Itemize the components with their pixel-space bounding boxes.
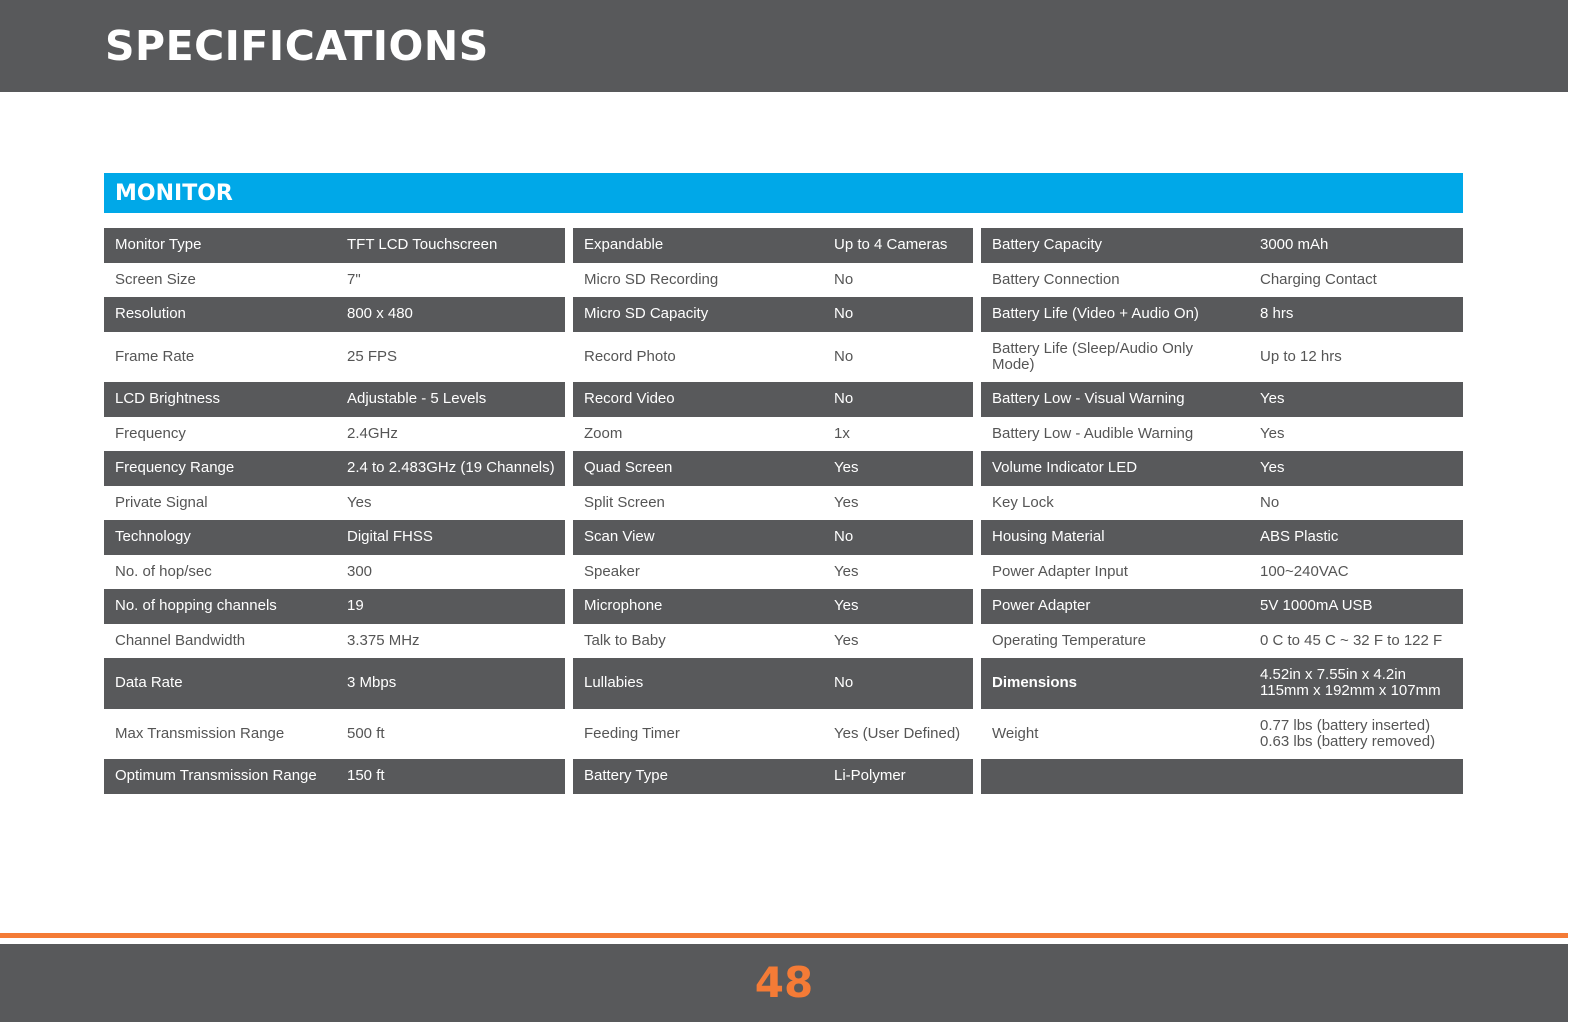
spec-value: Yes [834, 597, 859, 615]
spec-value: Yes (User Defined) [834, 724, 961, 742]
spec-label: Record Photo [584, 347, 676, 365]
spec-value: No [834, 305, 854, 323]
spec-row [981, 451, 1463, 486]
spec-label: Frequency [115, 424, 186, 442]
spec-label: Key Lock [992, 493, 1054, 511]
spec-value: Digital FHSS [347, 528, 433, 546]
spec-label: Housing Material [992, 528, 1105, 546]
spec-value: 7" [347, 270, 361, 288]
spec-row [981, 486, 1463, 521]
spec-label: Microphone [584, 597, 663, 615]
spec-value: Up to 4 Cameras [834, 236, 948, 254]
spec-value: 25 FPS [347, 347, 398, 365]
spec-label: Expandable [584, 236, 664, 254]
spec-value: 2.4 to 2.483GHz (19 Channels) [347, 459, 555, 477]
spec-label: Battery Low - Audible Warning [992, 424, 1194, 442]
spec-row [573, 709, 973, 760]
spec-value: 3 Mbps [347, 674, 397, 692]
spec-row [573, 332, 973, 383]
spec-row [981, 382, 1463, 417]
spec-column-1 [104, 228, 565, 794]
spec-value: 100~240VAC [1260, 562, 1349, 580]
spec-row [573, 228, 973, 263]
spec-value: TFT LCD Touchscreen [347, 236, 498, 254]
spec-row [104, 486, 565, 521]
spec-row [104, 382, 565, 417]
spec-row [573, 555, 973, 590]
spec-label: Private Signal [115, 493, 208, 511]
spec-label: No. of hopping channels [115, 597, 277, 615]
spec-label: Technology [115, 528, 191, 546]
spec-value: Yes [347, 493, 372, 511]
spec-row [981, 332, 1463, 383]
spec-row [573, 417, 973, 452]
spec-value: Yes [1260, 424, 1285, 442]
spec-row [104, 520, 565, 555]
spec-label: Split Screen [584, 493, 665, 511]
spec-row [104, 624, 565, 659]
spec-row [981, 555, 1463, 590]
spec-column-3 [981, 228, 1463, 794]
spec-value: 800 x 480 [347, 305, 413, 323]
spec-row [573, 589, 973, 624]
spec-label: Lullabies [584, 674, 644, 692]
spec-row [104, 263, 565, 298]
spec-row [573, 486, 973, 521]
spec-label: Quad Screen [584, 459, 673, 477]
spec-row [981, 709, 1463, 760]
spec-row [981, 624, 1463, 659]
page-title: SPECIFICATIONS [105, 22, 489, 70]
spec-value: 5V 1000mA USB [1260, 597, 1373, 615]
spec-row [573, 658, 973, 709]
spec-label: Battery Life (Video + Audio On) [992, 305, 1199, 323]
spec-label: Optimum Transmission Range [115, 767, 317, 785]
spec-row [104, 332, 565, 383]
spec-label: Micro SD Capacity [584, 305, 709, 323]
spec-row [981, 417, 1463, 452]
spec-label: Battery Life (Sleep/Audio Only Mode) [992, 339, 1193, 373]
page-footer [0, 944, 1568, 1022]
spec-label: Battery Type [584, 767, 668, 785]
spec-row [573, 263, 973, 298]
spec-label: Micro SD Recording [584, 270, 719, 288]
spec-label: Frequency Range [115, 459, 235, 477]
spec-label: Power Adapter [992, 597, 1091, 615]
spec-column-2 [573, 228, 973, 794]
spec-label: Feeding Timer [584, 724, 680, 742]
spec-label: Power Adapter Input [992, 562, 1128, 580]
spec-row [981, 520, 1463, 555]
spec-value: Yes [834, 562, 859, 580]
spec-label: Frame Rate [115, 347, 195, 365]
spec-label: Battery Connection [992, 270, 1120, 288]
spec-value: 8 hrs [1260, 305, 1294, 323]
spec-value: 1x [834, 424, 850, 442]
spec-label: LCD Brightness [115, 390, 221, 408]
spec-row [573, 382, 973, 417]
spec-value: Yes [834, 493, 859, 511]
spec-row [573, 451, 973, 486]
spec-value: No [834, 674, 854, 692]
spec-value: 4.52in x 7.55in x 4.2in 115mm x 192mm x 107mm [1260, 666, 1441, 700]
spec-value: ABS Plastic [1260, 528, 1339, 546]
spec-label: Monitor Type [115, 236, 202, 254]
spec-label: Dimensions [992, 674, 1078, 692]
spec-value: 19 [347, 597, 364, 615]
spec-row-empty [981, 759, 1463, 794]
spec-value: Yes [834, 631, 859, 649]
spec-row [981, 589, 1463, 624]
spec-row [104, 658, 565, 709]
spec-label: Battery Capacity [992, 236, 1103, 254]
spec-label: Speaker [584, 562, 640, 580]
spec-label: Record Video [584, 390, 675, 408]
section-bar-monitor [104, 173, 1463, 213]
spec-value: No [1260, 493, 1280, 511]
spec-row [104, 417, 565, 452]
spec-value: Yes [1260, 459, 1285, 477]
spec-label: Volume Indicator LED [992, 459, 1138, 477]
spec-value: Up to 12 hrs [1260, 347, 1342, 365]
page-header [0, 0, 1568, 92]
spec-value: Charging Contact [1260, 270, 1377, 288]
spec-value: Adjustable - 5 Levels [347, 390, 487, 408]
spec-label: Zoom [584, 424, 623, 442]
spec-value: 2.4GHz [347, 424, 398, 442]
spec-label: Channel Bandwidth [115, 631, 246, 649]
spec-row [573, 520, 973, 555]
spec-row [573, 624, 973, 659]
spec-value: No [834, 528, 854, 546]
spec-row [104, 555, 565, 590]
spec-row [104, 709, 565, 760]
spec-label: Screen Size [115, 270, 196, 288]
spec-row [981, 263, 1463, 298]
spec-row [104, 297, 565, 332]
spec-row [981, 658, 1463, 709]
footer-divider [0, 933, 1568, 938]
section-title: MONITOR [115, 181, 233, 206]
spec-label: No. of hop/sec [115, 562, 212, 580]
spec-label: Data Rate [115, 674, 183, 692]
spec-value: 0.77 lbs (battery inserted) 0.63 lbs (battery removed) [1260, 716, 1436, 750]
spec-row [981, 228, 1463, 263]
page-number: 48 [754, 958, 814, 1007]
spec-value: 0 C to 45 C ~ 32 F to 122 F [1260, 631, 1443, 649]
spec-value: 300 [347, 562, 373, 580]
spec-row [104, 759, 565, 794]
spec-row [573, 297, 973, 332]
spec-row [981, 297, 1463, 332]
spec-value: Li-Polymer [834, 767, 906, 785]
spec-value: Yes [1260, 390, 1285, 408]
spec-label: Battery Low - Visual Warning [992, 390, 1185, 408]
spec-label: Scan View [584, 528, 655, 546]
spec-row [104, 589, 565, 624]
spec-value: No [834, 270, 854, 288]
spec-row [573, 759, 973, 794]
spec-row [104, 451, 565, 486]
spec-label: Resolution [115, 305, 186, 323]
spec-value: 500 ft [347, 724, 385, 742]
spec-value: No [834, 390, 854, 408]
spec-value: 3000 mAh [1260, 236, 1329, 254]
spec-label: Max Transmission Range [115, 724, 285, 742]
spec-value: No [834, 347, 854, 365]
spec-value: 3.375 MHz [347, 631, 420, 649]
spec-label: Talk to Baby [584, 631, 666, 649]
page-edge [1568, 0, 1581, 1022]
spec-value: Yes [834, 459, 859, 477]
spec-value: 150 ft [347, 767, 385, 785]
spec-label: Operating Temperature [992, 631, 1146, 649]
spec-label: Weight [992, 724, 1039, 742]
spec-row [104, 228, 565, 263]
